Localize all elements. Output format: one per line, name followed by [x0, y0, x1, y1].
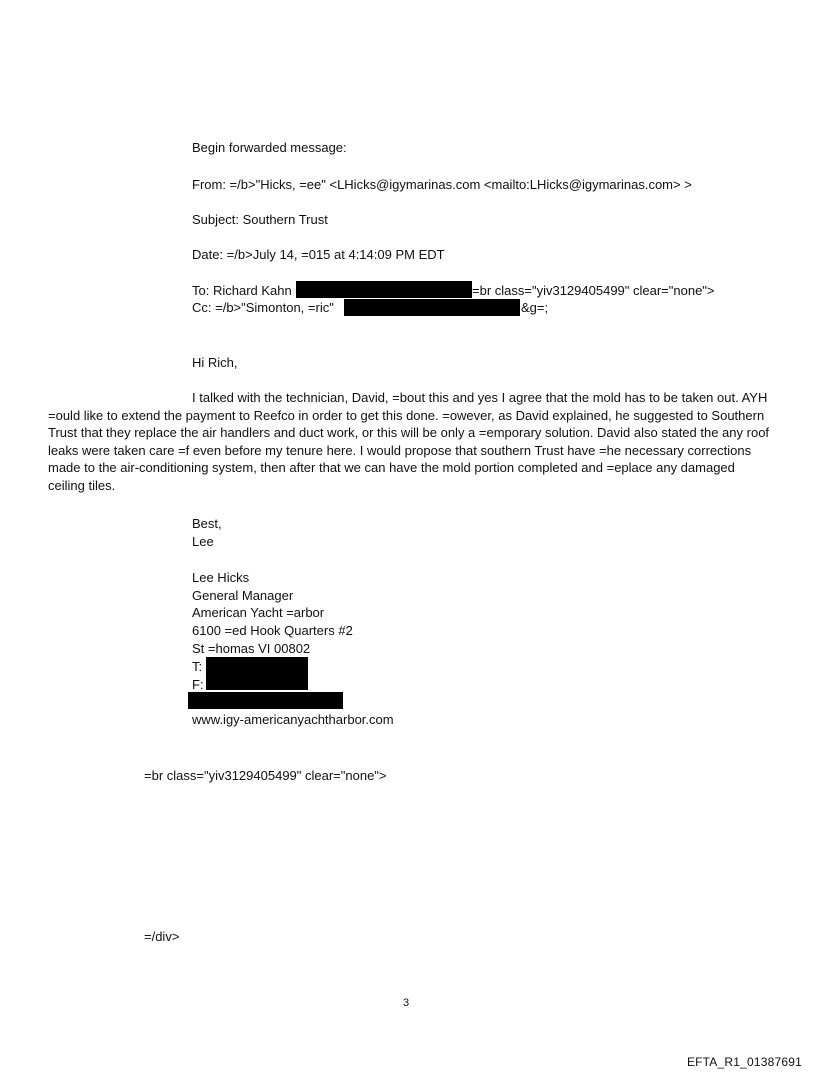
cc-suffix: &g=; — [521, 300, 549, 315]
signature-title: General Manager — [192, 588, 294, 603]
cc-label: Cc: =/b>"Simonton, =ric" — [192, 300, 334, 315]
redaction-cc-email — [344, 299, 520, 316]
forwarded-intro: Begin forwarded message: — [192, 140, 347, 155]
signature-name: Lee Hicks — [192, 570, 250, 585]
date-line: Date: =/b>July 14, =015 at 4:14:09 PM EDT — [192, 247, 445, 262]
redaction-to-email — [296, 281, 472, 298]
signature-address1: 6100 =ed Hook Quarters #2 — [192, 623, 353, 638]
to-suffix: =br class="yiv3129405499" clear="none"> — [472, 283, 715, 298]
signature-address2: St =homas VI 00802 — [192, 641, 311, 656]
redaction-email — [188, 692, 343, 709]
bates-id: EFTA_R1_01387691 — [686, 1055, 802, 1069]
to-label: To: Richard Kahn — [192, 283, 292, 298]
greeting: Hi Rich, — [192, 355, 238, 370]
body-paragraph-text: I talked with the technician, David, =bout this and yes I agree that the mold has to be taken out. AYH =ould like to extend the payment to Reefco in order to get this done. =owever, as David explained, he suggested to Southern Trust that they replace the air handlers and duct work, or this will be only a =emporary solution. David also stated the any roof leaks were taken care =f even before my tenure here. I would propose that southern Trust have =he necessary corrections made to the air-conditioning system, then after that we can have the mold portion completed and =eplace any damaged ceiling tiles. — [48, 390, 770, 493]
trailing-div-close: =/div> — [144, 929, 180, 944]
signature-company: American Yacht =arbor — [192, 605, 325, 620]
trailing-br-tag: =br class="yiv3129405499" clear="none"> — [144, 768, 387, 783]
subject-line: Subject: Southern Trust — [192, 212, 328, 227]
page-number: 3 — [403, 997, 410, 1009]
body-paragraph — [48, 389, 770, 495]
redaction-fax — [206, 674, 308, 690]
phone-label: T: — [192, 659, 203, 674]
redaction-phone — [206, 657, 308, 674]
signature-website: www.igy-americanyachtharbor.com — [192, 712, 394, 727]
closing: Best, — [192, 516, 222, 531]
closing-name: Lee — [192, 534, 214, 549]
fax-label: F: — [192, 677, 204, 692]
from-line: From: =/b>"Hicks, =ee" <LHicks@igymarinas.com <mailto:LHicks@igymarinas.com> > — [192, 177, 692, 192]
